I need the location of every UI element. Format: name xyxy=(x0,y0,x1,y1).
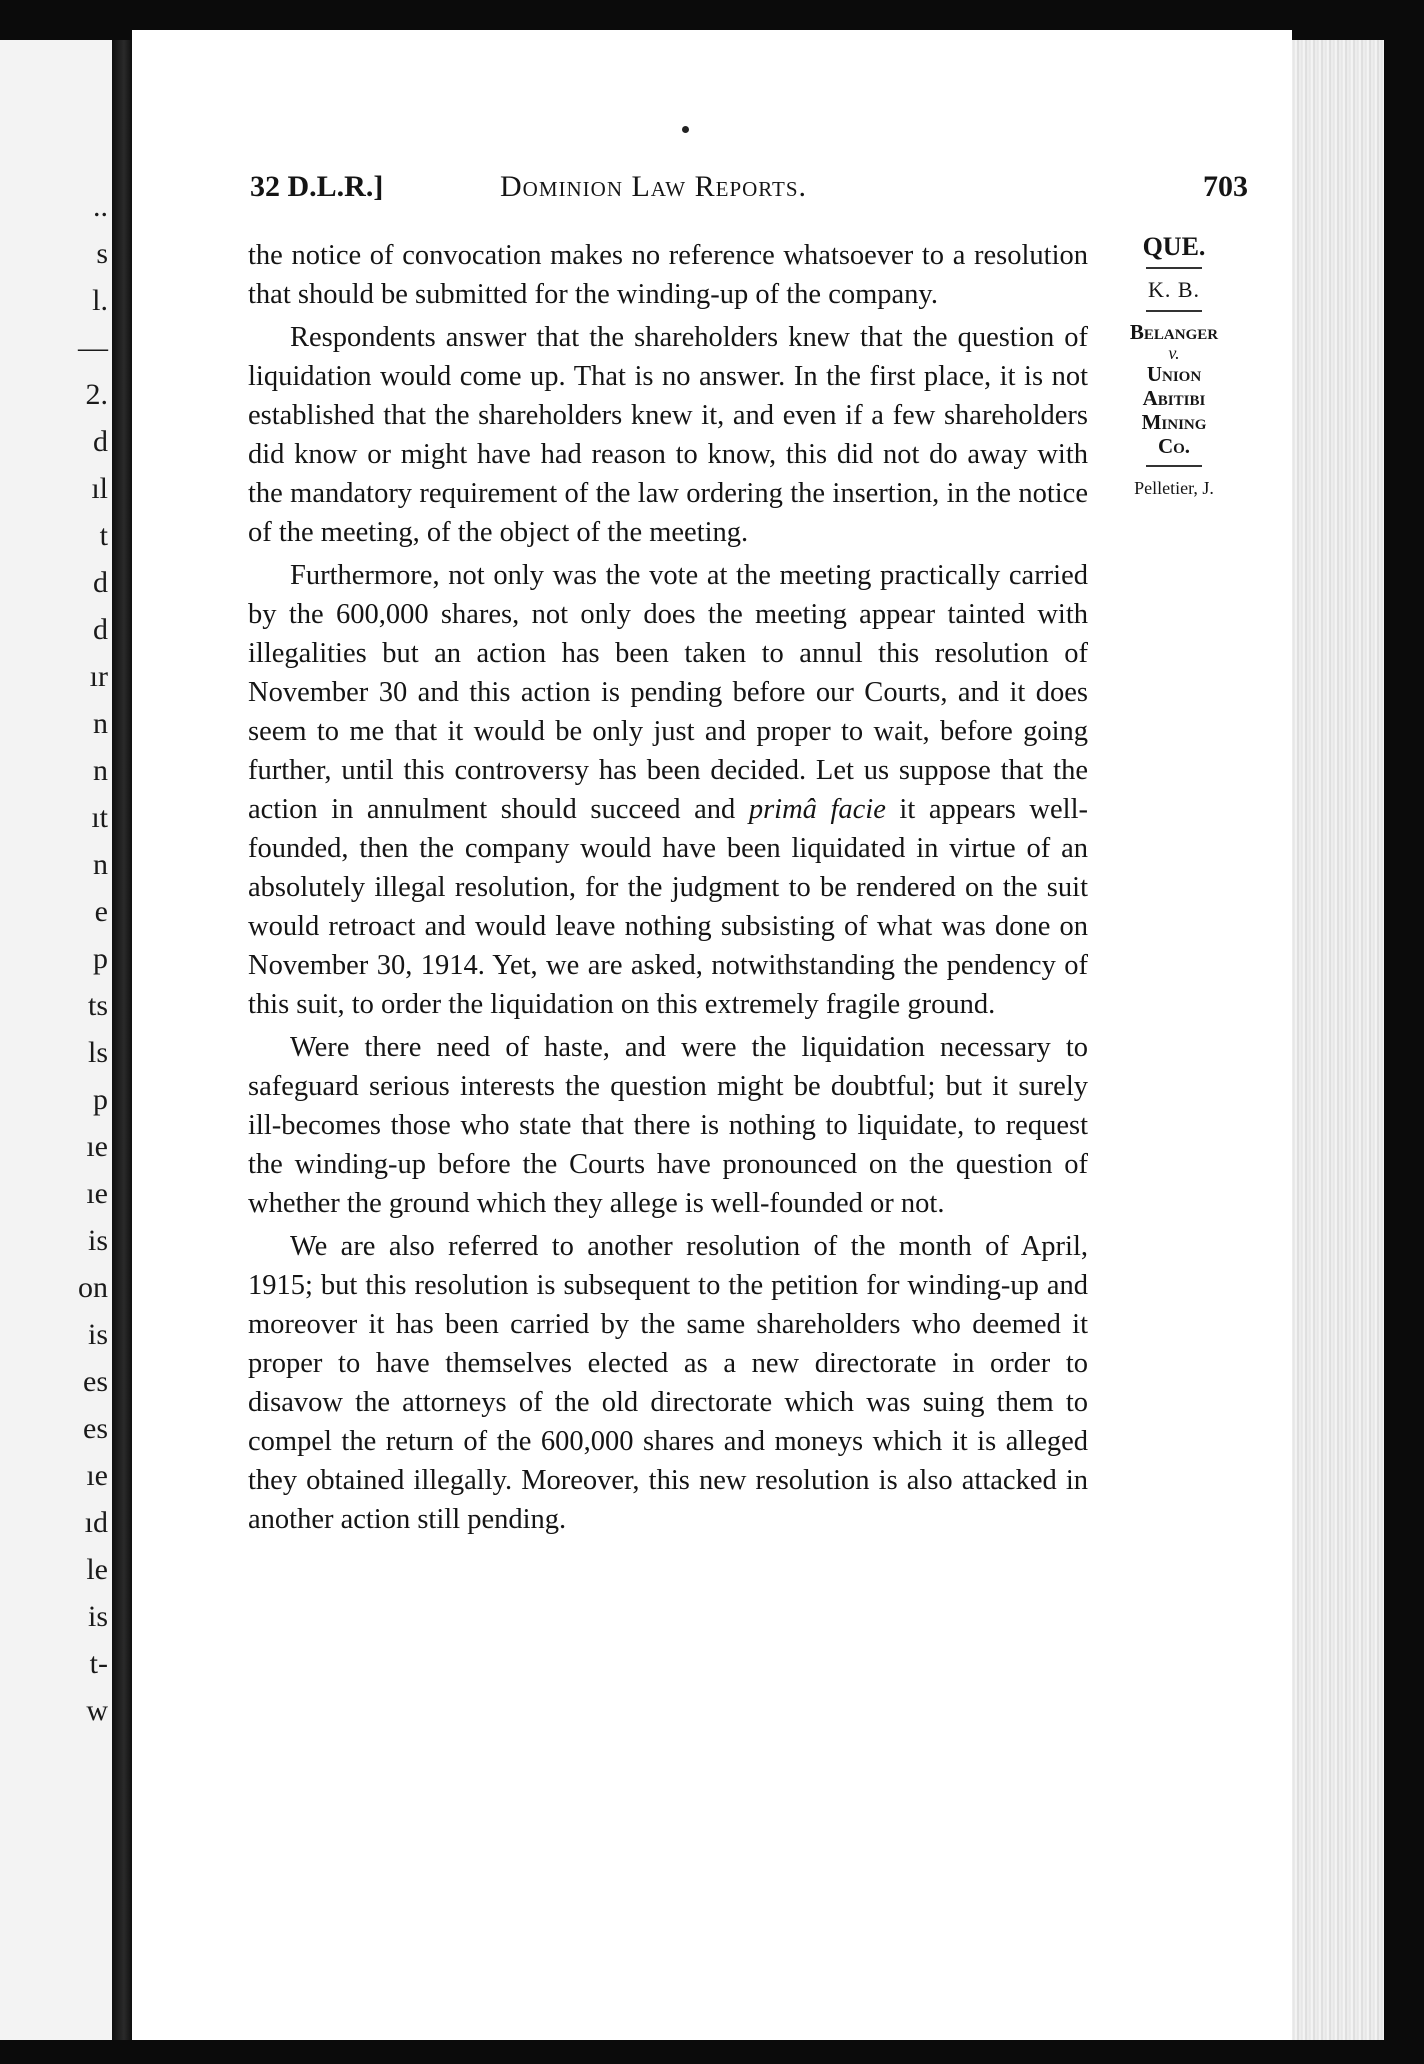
facing-page-letter: n xyxy=(93,707,108,740)
facing-page-letter: p xyxy=(93,1083,108,1116)
case-versus: v. xyxy=(1168,343,1180,363)
facing-page-letter: d xyxy=(93,613,108,646)
facing-page-letter: t- xyxy=(89,1647,108,1680)
facing-page-letter: es xyxy=(83,1365,108,1398)
facing-page-letter: ıt xyxy=(91,801,108,834)
printer-mark xyxy=(682,126,689,133)
paragraph-text: it appears well-founded, then the company would have been liquidated in virtue of an absolutely illegal resolution, for the judgment to be rendered on the suit would retroact and would leave nothing subsisting of what was done on November 30, 1914. Yet, we are asked, notwithstanding the pendency of this suit, to order the liquidation on this extremely fragile ground. xyxy=(248,794,1088,1020)
paragraph: the notice of convocation makes no reference whatsoever to a resolution that should be submitted for the winding-up of the company. xyxy=(248,240,1088,310)
case-name-line: Abitibi xyxy=(1142,386,1206,410)
facing-page-letter: ıl xyxy=(91,472,108,505)
facing-page-letter: is xyxy=(87,1600,108,1633)
page-edges xyxy=(1292,40,1384,2040)
paragraph-text: Furthermore, not only was the vote at the meeting practically carried by the 600,000 shares, not only does the meeting appear tainted with illegalities but an action has been taken to annul this resolution of November 30 and this action is pending before our Courts, and it does seem to me that it would be only just and proper to wait, before going further, until this controversy has been decided. Let us suppose that the action in annulment should succeed and xyxy=(248,560,1088,825)
facing-page-letter: is xyxy=(87,1224,108,1257)
facing-page-letter: n xyxy=(93,848,108,881)
paragraph: Respondents answer that the shareholders knew that the question of liquidation would come up. That is no answer. In the first place, it is not established that the shareholders knew it, and even if a few shareholders did know or might have had reason to know, this did not do away with the mandatory requirement of the law ordering the insertion, in the notice of the meeting, of the object of the meeting. xyxy=(248,322,1088,548)
facing-page-letter: — xyxy=(78,331,108,364)
facing-page-letter: es xyxy=(83,1412,108,1445)
facing-page-letter: ts xyxy=(87,989,108,1022)
facing-page-letter: ıe xyxy=(86,1459,108,1492)
facing-page-letter: ıe xyxy=(86,1177,108,1210)
paragraph: We are also referred to another resolution of the month of April, 1915; but this resolution is subsequent to the petition for winding-up and moreover it has been carried by the same shareholders who deemed it proper to have themselves elected as a new directorate in order to disavow the attorneys of the old directorate which was suing them to compel the return of the 600,000 shares and moneys which it is alleged they obtained illegally. Moreover, this new resolution is also attacked in another action still pending. xyxy=(248,1231,1088,1535)
court-label: K. B. xyxy=(1147,277,1201,302)
facing-page-letter: s xyxy=(96,237,108,270)
book-gutter xyxy=(112,40,132,2040)
margin-case-note xyxy=(1112,234,1236,501)
page-number: 703 xyxy=(1203,170,1248,203)
province-label: QUE. xyxy=(1142,232,1206,261)
facing-page-letter: n xyxy=(93,754,108,787)
volume-reference: 32 D.L.R.] xyxy=(250,170,384,203)
paragraph xyxy=(248,556,1088,1024)
facing-page-letter: l. xyxy=(92,284,108,317)
case-name-line: Belanger xyxy=(1129,320,1219,344)
facing-page-fragment xyxy=(0,40,112,2040)
case-name-line: Union xyxy=(1146,362,1202,386)
scan-border xyxy=(0,2040,1424,2064)
facing-page-letter: is xyxy=(87,1318,108,1351)
paragraph: Were there need of haste, and were the liquidation necessary to safeguard serious interests the question might be doubtful; but it surely ill-becomes those who state that there is nothing to liquidate, to request the winding-up before the Courts have pronounced on the question of whether the ground which they allege is well-founded or not. xyxy=(248,1032,1088,1219)
facing-page-letter: le xyxy=(86,1553,108,1586)
facing-page-letter: ıe xyxy=(86,1130,108,1163)
facing-page-letter: 2. xyxy=(85,378,108,411)
case-name-line: Mining xyxy=(1141,410,1207,434)
latin-phrase: primâ facie xyxy=(748,794,886,825)
facing-page-letter: p xyxy=(93,942,108,975)
facing-page-letter: ls xyxy=(87,1036,108,1069)
facing-page-letter: e xyxy=(94,895,108,928)
margin-divider xyxy=(1146,267,1202,269)
facing-page-letter: ır xyxy=(89,660,108,693)
margin-divider xyxy=(1146,465,1202,467)
facing-page-letter: d xyxy=(93,566,108,599)
facing-page-letter: on xyxy=(78,1271,108,1304)
running-head xyxy=(250,170,1248,214)
facing-page-letter: d xyxy=(93,425,108,458)
publication-title: Dominion Law Reports. xyxy=(500,170,808,203)
margin-divider xyxy=(1146,310,1202,312)
case-name-line: Co. xyxy=(1157,434,1191,458)
facing-page-letter: w xyxy=(86,1694,108,1727)
judge-name: Pelletier, J. xyxy=(1134,478,1214,498)
judgment-text xyxy=(248,236,1088,1543)
facing-page-letter: .. xyxy=(93,190,108,223)
facing-page-letter: t xyxy=(99,519,108,552)
facing-page-letter: ıd xyxy=(84,1506,108,1539)
